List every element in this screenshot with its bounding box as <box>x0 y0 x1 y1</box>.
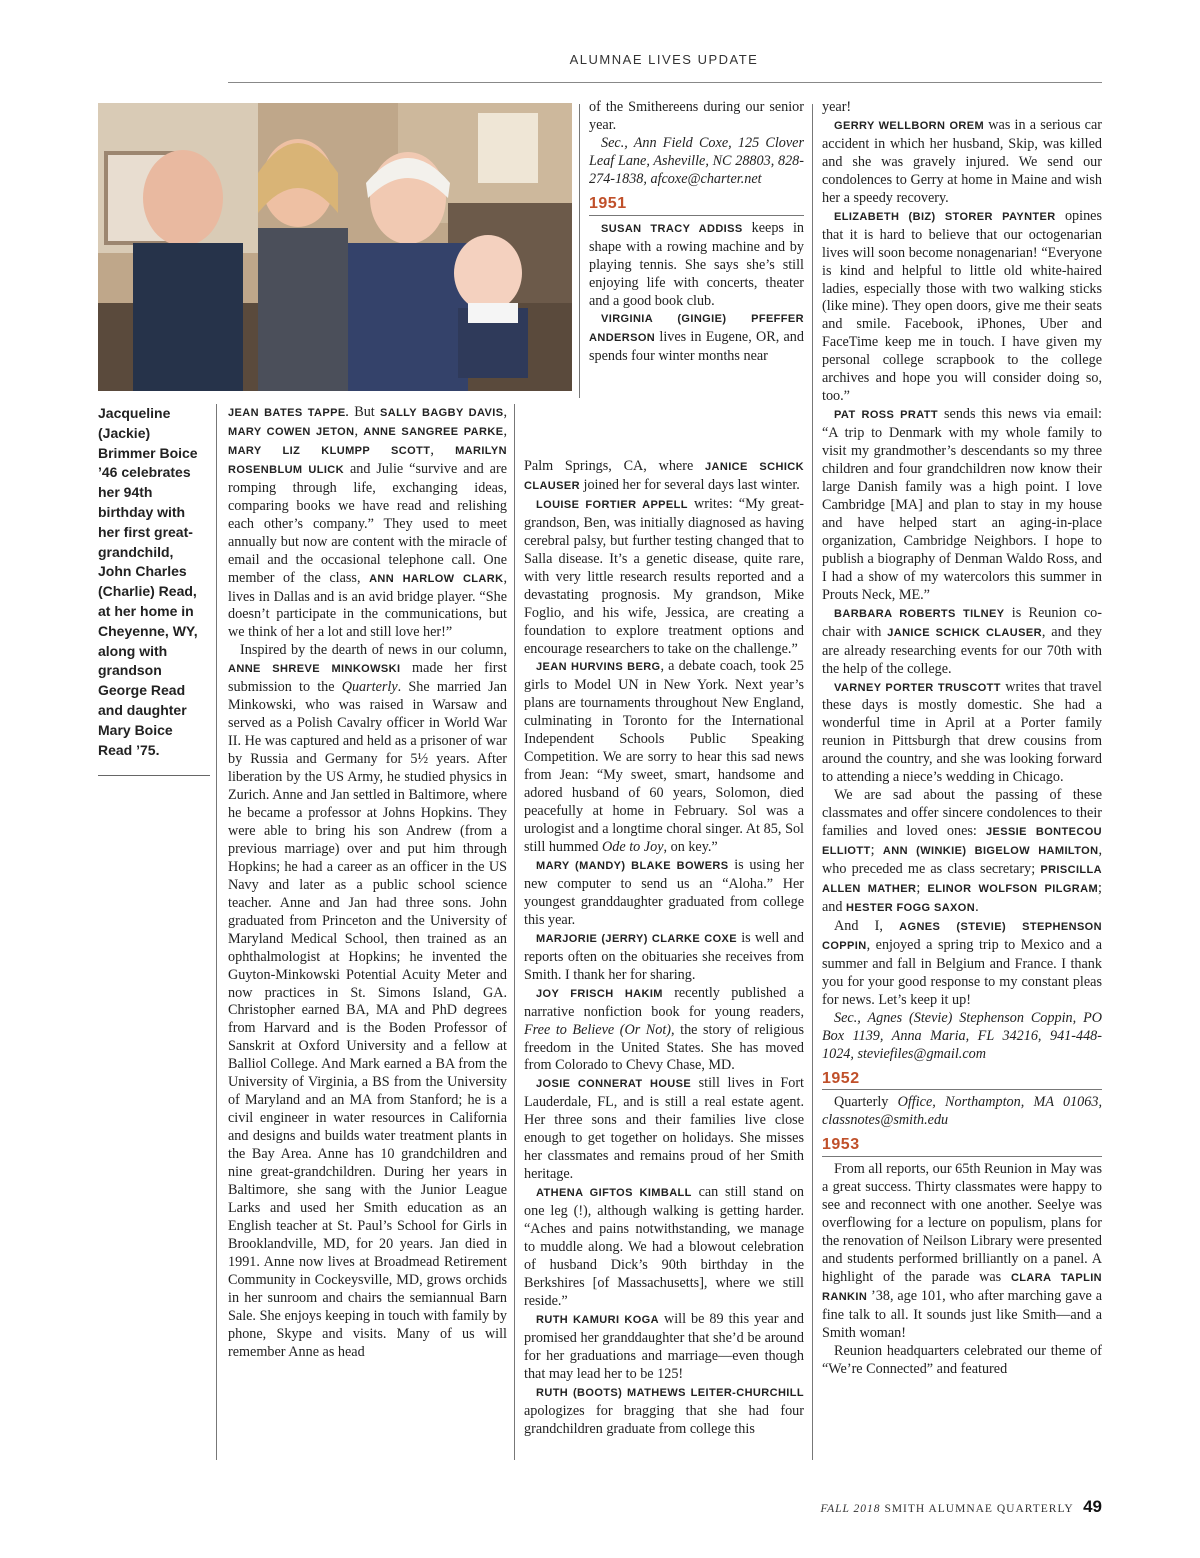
paragraph: And I, AGNES (STEVIE) STEPHENSON COPPIN, enjoyed a spring trip to Mexico and a summer and fall in Belgium and France. I thank you for your good response to my constant pleas for news. Let’s keep it up! <box>822 917 1102 1008</box>
alumna-name: ANN HARLOW CLARK <box>369 572 504 585</box>
alumna-name: JANICE SCHICK CLAUSER <box>524 461 804 492</box>
paragraph: MARJORIE (JERRY) CLARKE COXE is well and reports often on the obituaries she receives from Smith. I thank her for sharing. <box>524 929 804 983</box>
alumna-name: MARY COWEN JETON <box>228 425 355 438</box>
publication-name: SMITH ALUMNAE QUARTERLY <box>884 1503 1074 1515</box>
page-footer <box>772 1497 1102 1517</box>
class-year-heading: 1953 <box>822 1136 1102 1157</box>
alumna-name: ELINOR WOLFSON PILGRAM <box>927 882 1099 895</box>
alumna-name: JOSIE CONNERAT HOUSE <box>536 1078 692 1091</box>
alumna-name: GERRY WELLBORN OREM <box>834 119 985 132</box>
class-year-heading: 1952 <box>822 1070 1102 1091</box>
paragraph: RUTH KAMURI KOGA will be 89 this year and promised her granddaughter that she’d be around for her graduations and marriage—even though that may lead her to be 125! <box>524 1310 805 1382</box>
alumna-name: JESSIE BONTECOU ELLIOTT <box>822 826 1102 858</box>
paragraph: From all reports, our 65th Reunion in May was a great success. Thirty classmates were happy to see and reconnect with one another. Seelye was overflowing for a lecture on populism, plans for the renovation of Neilson Library were presented and students performed brilliantly on a panel. A highlight of the parade was CLARA TAPLIN RANKIN ’38, age 101, who after marching gave a fine talk to all. It sounds just like Smith—and a Smith woman! <box>822 1161 1102 1341</box>
paragraph: LOUISE FORTIER APPELL writes: “My great-grandson, Ben, was initially diagnosed as having cerebral palsy, but further testing changed that to Salla disease. It’s a genetic disease, quite rare, with very little research results reported and a devastating prognosis. My grandson, Mike Foglio, and his wife, Jessica, are creating a foundation to explore treatment options and encourage researchers to take on the challenge.” <box>524 495 804 657</box>
column-divider <box>579 104 580 398</box>
paragraph: year! <box>822 99 852 115</box>
column-divider <box>514 404 515 1460</box>
paragraph: VIRGINIA (GINGIE) PFEFFER ANDERSON lives in Eugene, OR, and spends four winter months near <box>589 313 804 365</box>
alumna-name: JANICE SCHICK CLAUSER <box>887 626 1042 639</box>
alumna-name: JEAN HURVINS BERG <box>536 661 661 674</box>
alumna-name: HESTER FOGG SAXON <box>846 901 976 914</box>
column-2-top <box>589 99 804 366</box>
paragraph: PAT ROSS PRATT sends this news via email: “A trip to Denmark with my whole family to visit my grandmother’s descendants so my three children and four grandchildren now know their large Danish family was a high point. I love Cambridge [MA] and plan to stay in my house and have helped start an aging-in-place organization, Cambridge Neighbors. I hope to publish a biography of Denman Waldo Ross, and I had a show of my watercolors this summer in Prouts Neck, ME.” <box>822 406 1102 603</box>
class-secretary-address: Sec., Agnes (Stevie) Stephenson Coppin, PO Box 1139, Anna Maria, FL 34216, 941-448-1024, steviefiles@gmail.com <box>822 1009 1102 1062</box>
paragraph: Reunion headquarters celebrated our theme of “We’re Connected” and featured <box>822 1342 1102 1377</box>
alumna-name: VARNEY PORTER TRUSCOTT <box>834 681 1001 694</box>
paragraph: JOSIE CONNERAT HOUSE still lives in Fort Lauderdale, FL, and is still a real estate agent. Her three sons and their families live close enough to get together on holidays. She misses her classmates and remains proud of her Smith heritage. <box>524 1075 804 1183</box>
alumna-name: JOY FRISCH HAKIM <box>536 987 663 1000</box>
alumna-name: AGNES (STEVIE) STEPHENSON COPPIN <box>822 920 1102 952</box>
issue-season: FALL 2018 <box>820 1503 881 1515</box>
section-header: ALUMNAE LIVES UPDATE <box>569 52 759 67</box>
alumna-name: JEAN BATES TAPPE. <box>228 407 350 419</box>
class-secretary-address: Sec., Ann Field Coxe, 125 Clover Leaf Lane, Asheville, NC 28803, 828-274-1838, afcoxe@charter.net <box>589 134 804 187</box>
column-1 <box>228 404 507 1362</box>
paragraph: GERRY WELLBORN OREM was in a serious car accident in which her husband, Skip, was killed and she was gravely injured. We send our condolences to Gerry at home in Maine and wish her a speedy recovery. <box>822 116 1102 206</box>
family-photo-illustration <box>98 103 572 391</box>
paragraph: Inspired by the dearth of news in our column, ANNE SHREVE MINKOWSKI made her first submission to the Quarterly. She married Jan Minkowski, who was raised in Warsaw and served as a Polish Cavalry officer in World War II. He was captured and held as a prisoner of war by Russia and Germany for 5½ years. After liberation by the US Army, he studied physics in Zurich. Anne and Jan settled in Baltimore, where he became a professor at Johns Hopkins. They were able to bring his son Andrew (from a previous marriage) over and put him through Hopkins; he had a career as an officer in the US Navy and later as a public school science teacher. Anne and Jan had three sons. John graduated from Princeton and the University of Maryland Medical School, then trained as an ophthalmologist at Hopkins; he invented the Guyton-Minkowski Potential Acuity Meter and now practices in St. Simons Island, GA. Christopher earned BA, MA and PhD degrees from Harvard and is the Boden Professor of Sanskrit at Oxford University and a fellow at Balliol College. And Mark earned a BA from the University of Virginia, a BS from the University of Maryland and an MA from Stanford; he is a civil engineer in water resources in California and designs and builds water treatment plants in the Bay Area. Anne has 10 grandchildren and nine great-grandchildren. During her years in Baltimore, she sang with the Junior League Larks and used her Smith education as an English teacher at St. Paul’s School for Girls in Brooklandville, MD, for 20 years. Jan died in 1991. Anne now lives at Broadmead Retirement Community in Cockeysville, MD, grows orchids in her sunroom and chairs the semiannual Barn Sale. She enjoys keeping in touch with family by phone, Skype and visits. Many of us will remember Anne as head <box>228 642 507 1360</box>
alumna-name: ANNE SANGREE PARKE <box>363 425 504 438</box>
alumna-name: PRISCILLA ALLEN MATHER <box>822 864 1102 895</box>
paragraph: JEAN BATES TAPPE. But SALLY BAGBY DAVIS, MARY COWEN JETON, ANNE SANGREE PARKE, MARY LIZ KLUMPP SCOTT, MARILYN ROSENBLUM ULICK and Julie “survive and are romping through life, exchanging ideas, comparing books we have read and relishing each other’s company.” They used to meet annually but now are content with the miracle of email and the occasional telephone call. One member of the class, ANN HARLOW CLARK, lives in Dallas and is an avid bridge player. “She doesn’t participate in the communications, but we think of her a lot and still love her!” <box>228 404 507 641</box>
alumna-name: VIRGINIA (GINGIE) PFEFFER ANDERSON <box>589 313 804 345</box>
alumna-name: ANN (WINKIE) BIGELOW HAMILTON <box>882 845 1099 858</box>
alumna-name: PAT ROSS PRATT <box>834 409 939 422</box>
paragraph: SUSAN TRACY ADDISS keeps in shape with a rowing machine and by playing tennis. She says she’s still enjoying life with concerts, theater and a good book club. <box>589 219 804 309</box>
alumna-name: ELIZABETH (BIZ) STORER PAYNTER <box>834 210 1056 223</box>
alumna-name: MARY (MANDY) BLAKE BOWERS <box>536 859 729 872</box>
family-photo <box>98 103 572 391</box>
alumna-name: BARBARA ROBERTS TILNEY <box>834 607 1005 620</box>
alumna-name: RUTH (BOOTS) MATHEWS LEITER-CHURCHILL <box>536 1386 804 1399</box>
paragraph: RUTH (BOOTS) MATHEWS LEITER-CHURCHILL apologizes for bragging that she had four grandchildren graduate from college this <box>524 1386 804 1437</box>
paragraph: VARNEY PORTER TRUSCOTT writes that travel these days is mostly domestic. She had a wonderful time in April at a Porter family reunion in Pittsburgh that drew cousins from around the country, and she was looking forward to attending a niece’s wedding in Chicago. <box>822 678 1102 786</box>
alumna-name: RUTH KAMURI KOGA <box>536 1313 659 1326</box>
office-address: Quarterly Office, Northampton, MA 01063, classnotes@smith.edu <box>822 1094 1102 1129</box>
photo-caption: Jacqueline (Jackie) Brimmer Boice ’46 celebrates her 94th birthday with her first great-grandchild, John Charles (Charlie) Read, at her home in Cheyenne, WY, along with grandson George Read and daughter Mary Boice Read ’75. <box>98 405 198 758</box>
alumna-name: MARILYN ROSENBLUM ULICK <box>228 444 507 476</box>
column-2 <box>524 458 804 1438</box>
alumna-name: ATHENA GIFTOS KIMBALL <box>536 1187 692 1200</box>
column-divider <box>812 104 813 1460</box>
paragraph: BARBARA ROBERTS TILNEY is Reunion co-chair with JANICE SCHICK CLAUSER, and they are already researching events for our 70th with the help of the college. <box>822 604 1102 677</box>
alumna-name: SALLY BAGBY DAVIS <box>379 407 504 419</box>
header-rule <box>228 82 1102 83</box>
alumna-name: SUSAN TRACY ADDISS <box>601 222 743 235</box>
alumna-name: ANNE SHREVE MINKOWSKI <box>228 663 401 676</box>
paragraph: ELIZABETH (BIZ) STORER PAYNTER opines that it is hard to believe that our octogenarian lives will soon become nonagenarian! “Everyone is kind and helpful to little old white-haired ladies, especially those with two walking sticks (like mine). They open doors, give me their seats and smile. Facebook, iPhones, Uber and FaceTime keep me in touch. I have given my personal college scrapbook to the college archives and hope you will consider doing so, too.” <box>822 207 1103 405</box>
paragraph: of the Smithereens during our senior year. <box>589 99 804 133</box>
page-number: 49 <box>1083 1497 1102 1516</box>
column-3 <box>822 99 1102 1379</box>
column-divider <box>216 404 217 1460</box>
alumna-name: LOUISE FORTIER APPELL <box>536 498 688 511</box>
paragraph: Palm Springs, CA, where JANICE SCHICK CLAUSER joined her for several days last winter. <box>524 458 804 493</box>
paragraph: MARY (MANDY) BLAKE BOWERS is using her new computer to send us an “Aloha.” Her youngest granddaughter graduated from college this year. <box>524 856 804 928</box>
paragraph: JEAN HURVINS BERG, a debate coach, took 25 girls to Model UN in New York. Next year’s plans are tournaments throughout New England, culminating in Toronto for the International Independent Schools Public Speaking Competition. We are sorry to hear this sad news from Jean: “My sweet, smart, handsome and adored husband of 60 years, Solomon, died peacefully at home in February. Sol was a urologist and a longtime choral singer. At 85, Sol still hummed Ode to Joy, on key.” <box>524 658 805 856</box>
alumna-name: MARJORIE (JERRY) CLARKE COXE <box>536 932 738 945</box>
paragraph: ATHENA GIFTOS KIMBALL can still stand on one leg (!), although walking is getting harder. “Aches and pains notwithstanding, we manage to muddle along. We had a blowout celebration of husband Dick’s 90th birthday in the Berkshires [of Massachusetts], where we still reside.” <box>524 1184 804 1309</box>
caption-rule <box>98 775 210 776</box>
paragraph: We are sad about the passing of these classmates and offer sincere condolences to their families and loved ones: JESSIE BONTECOU ELLIOTT; ANN (WINKIE) BIGELOW HAMILTON, who preceded me as class secretary; PRISCILLA ALLEN MATHER; ELINOR WOLFSON PILGRAM; and HESTER FOGG SAXON. <box>822 787 1102 915</box>
paragraph: JOY FRISCH HAKIM recently published a narrative nonfiction book for young readers, Free to Believe (Or Not), the story of religious freedom in the United States. She has moved from Colorado to Chevy Chase, MD. <box>524 984 804 1074</box>
class-year-heading: 1951 <box>589 195 804 216</box>
alumna-name: MARY LIZ KLUMPP SCOTT <box>228 444 431 457</box>
